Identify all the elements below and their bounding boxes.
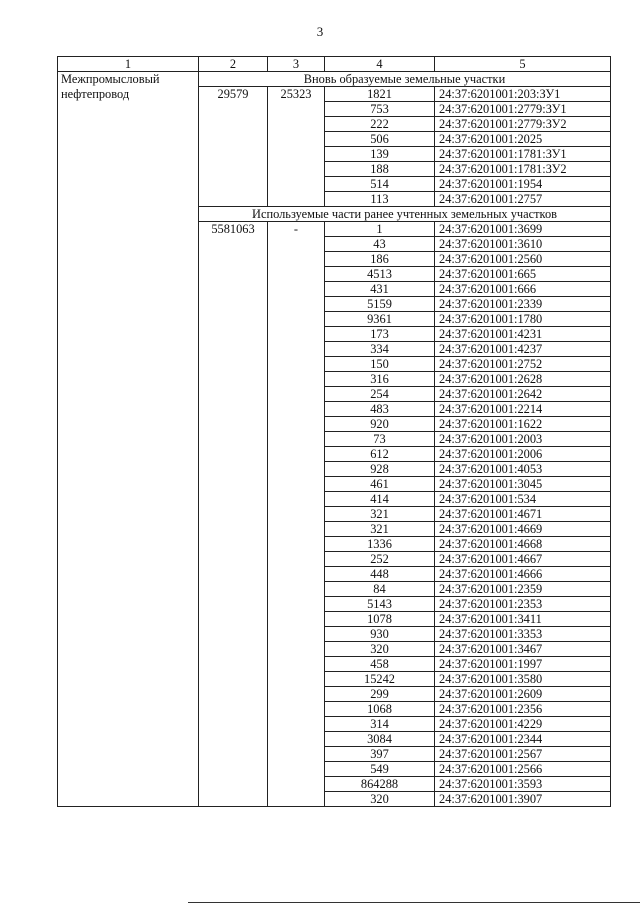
plot-area: 1068: [325, 702, 435, 717]
cadastral-number: 24:37:6201001:2339: [435, 297, 611, 312]
area-total: 5581063: [199, 222, 268, 807]
cadastral-number: 24:37:6201001:534: [435, 492, 611, 507]
cadastral-number: 24:37:6201001:2359: [435, 582, 611, 597]
plot-area: 431: [325, 282, 435, 297]
cadastral-number: 24:37:6201001:4229: [435, 717, 611, 732]
cadastral-number: 24:37:6201001:2757: [435, 192, 611, 207]
cadastral-number: 24:37:6201001:2779:ЗУ2: [435, 117, 611, 132]
cadastral-number: 24:37:6201001:4668: [435, 537, 611, 552]
plot-area: 252: [325, 552, 435, 567]
section-title-row: [58, 72, 611, 87]
plot-area: 320: [325, 792, 435, 807]
plot-area: 1078: [325, 612, 435, 627]
plot-area: 414: [325, 492, 435, 507]
cadastral-number: 24:37:6201001:203:ЗУ1: [435, 87, 611, 102]
land-plots-table: [57, 56, 611, 807]
area-new: -: [268, 222, 325, 807]
column-header: 5: [435, 57, 611, 72]
cadastral-number: 24:37:6201001:2752: [435, 357, 611, 372]
plot-area: 222: [325, 117, 435, 132]
plot-area: 334: [325, 342, 435, 357]
plot-area: 458: [325, 657, 435, 672]
section-title: Вновь образуемые земельные участки: [199, 72, 611, 87]
plot-area: 320: [325, 642, 435, 657]
cadastral-number: 24:37:6201001:2628: [435, 372, 611, 387]
cadastral-number: 24:37:6201001:1954: [435, 177, 611, 192]
cadastral-number: 24:37:6201001:2356: [435, 702, 611, 717]
plot-area: 514: [325, 177, 435, 192]
plot-area: 84: [325, 582, 435, 597]
cadastral-number: 24:37:6201001:4666: [435, 567, 611, 582]
plot-area: 299: [325, 687, 435, 702]
plot-area: 506: [325, 132, 435, 147]
cadastral-number: 24:37:6201001:3699: [435, 222, 611, 237]
column-header: 4: [325, 57, 435, 72]
column-header: 2: [199, 57, 268, 72]
cadastral-number: 24:37:6201001:665: [435, 267, 611, 282]
cadastral-number: 24:37:6201001:2214: [435, 402, 611, 417]
plot-area: 483: [325, 402, 435, 417]
section-title: Используемые части ранее учтенных земельных участков: [199, 207, 611, 222]
plot-area: 5143: [325, 597, 435, 612]
page-number: 3: [316, 24, 324, 39]
plot-area: 139: [325, 147, 435, 162]
plot-area: 1: [325, 222, 435, 237]
cadastral-number: 24:37:6201001:2566: [435, 762, 611, 777]
cadastral-number: 24:37:6201001:2344: [435, 732, 611, 747]
plot-area: 4513: [325, 267, 435, 282]
column-header: 3: [268, 57, 325, 72]
plot-area: 920: [325, 417, 435, 432]
cadastral-number: 24:37:6201001:666: [435, 282, 611, 297]
cadastral-number: 24:37:6201001:4237: [435, 342, 611, 357]
plot-area: 1336: [325, 537, 435, 552]
plot-area: 549: [325, 762, 435, 777]
cadastral-number: 24:37:6201001:3907: [435, 792, 611, 807]
cadastral-number: 24:37:6201001:2642: [435, 387, 611, 402]
cadastral-number: 24:37:6201001:4231: [435, 327, 611, 342]
plot-area: 73: [325, 432, 435, 447]
plot-area: 321: [325, 507, 435, 522]
area-total: 29579: [199, 87, 268, 207]
plot-area: 461: [325, 477, 435, 492]
cadastral-number: 24:37:6201001:1781:ЗУ2: [435, 162, 611, 177]
cadastral-number: 24:37:6201001:2025: [435, 132, 611, 147]
cadastral-number: 24:37:6201001:4053: [435, 462, 611, 477]
area-new: 25323: [268, 87, 325, 207]
cadastral-number: 24:37:6201001:3610: [435, 237, 611, 252]
plot-area: 316: [325, 372, 435, 387]
cadastral-number: 24:37:6201001:2779:ЗУ1: [435, 102, 611, 117]
footer-rule: [188, 902, 640, 903]
cadastral-number: 24:37:6201001:2003: [435, 432, 611, 447]
cadastral-number: 24:37:6201001:4669: [435, 522, 611, 537]
cadastral-number: 24:37:6201001:1781:ЗУ1: [435, 147, 611, 162]
plot-area: 321: [325, 522, 435, 537]
plot-area: 150: [325, 357, 435, 372]
column-header: 1: [58, 57, 199, 72]
cadastral-number: 24:37:6201001:3593: [435, 777, 611, 792]
plot-area: 753: [325, 102, 435, 117]
cadastral-number: 24:37:6201001:2609: [435, 687, 611, 702]
cadastral-number: 24:37:6201001:3353: [435, 627, 611, 642]
cadastral-number: 24:37:6201001:1997: [435, 657, 611, 672]
plot-area: 3084: [325, 732, 435, 747]
plot-area: 612: [325, 447, 435, 462]
plot-area: 314: [325, 717, 435, 732]
cadastral-number: 24:37:6201001:1780: [435, 312, 611, 327]
cadastral-number: 24:37:6201001:2560: [435, 252, 611, 267]
plot-area: 15242: [325, 672, 435, 687]
cadastral-number: 24:37:6201001:3467: [435, 642, 611, 657]
cadastral-number: 24:37:6201001:2567: [435, 747, 611, 762]
cadastral-number: 24:37:6201001:2353: [435, 597, 611, 612]
object-name: Межпромысловый нефтепровод: [58, 72, 199, 807]
cadastral-number: 24:37:6201001:4667: [435, 552, 611, 567]
plot-area: 113: [325, 192, 435, 207]
plot-area: 43: [325, 237, 435, 252]
plot-area: 448: [325, 567, 435, 582]
table-header-row: [58, 57, 611, 72]
cadastral-number: 24:37:6201001:3045: [435, 477, 611, 492]
plot-area: 864288: [325, 777, 435, 792]
plot-area: 397: [325, 747, 435, 762]
plot-area: 928: [325, 462, 435, 477]
cadastral-number: 24:37:6201001:4671: [435, 507, 611, 522]
plot-area: 188: [325, 162, 435, 177]
plot-area: 254: [325, 387, 435, 402]
plot-area: 9361: [325, 312, 435, 327]
plot-area: 930: [325, 627, 435, 642]
plot-area: 1821: [325, 87, 435, 102]
cadastral-number: 24:37:6201001:1622: [435, 417, 611, 432]
cadastral-number: 24:37:6201001:3411: [435, 612, 611, 627]
cadastral-number: 24:37:6201001:2006: [435, 447, 611, 462]
cadastral-number: 24:37:6201001:3580: [435, 672, 611, 687]
plot-area: 186: [325, 252, 435, 267]
plot-area: 5159: [325, 297, 435, 312]
plot-area: 173: [325, 327, 435, 342]
